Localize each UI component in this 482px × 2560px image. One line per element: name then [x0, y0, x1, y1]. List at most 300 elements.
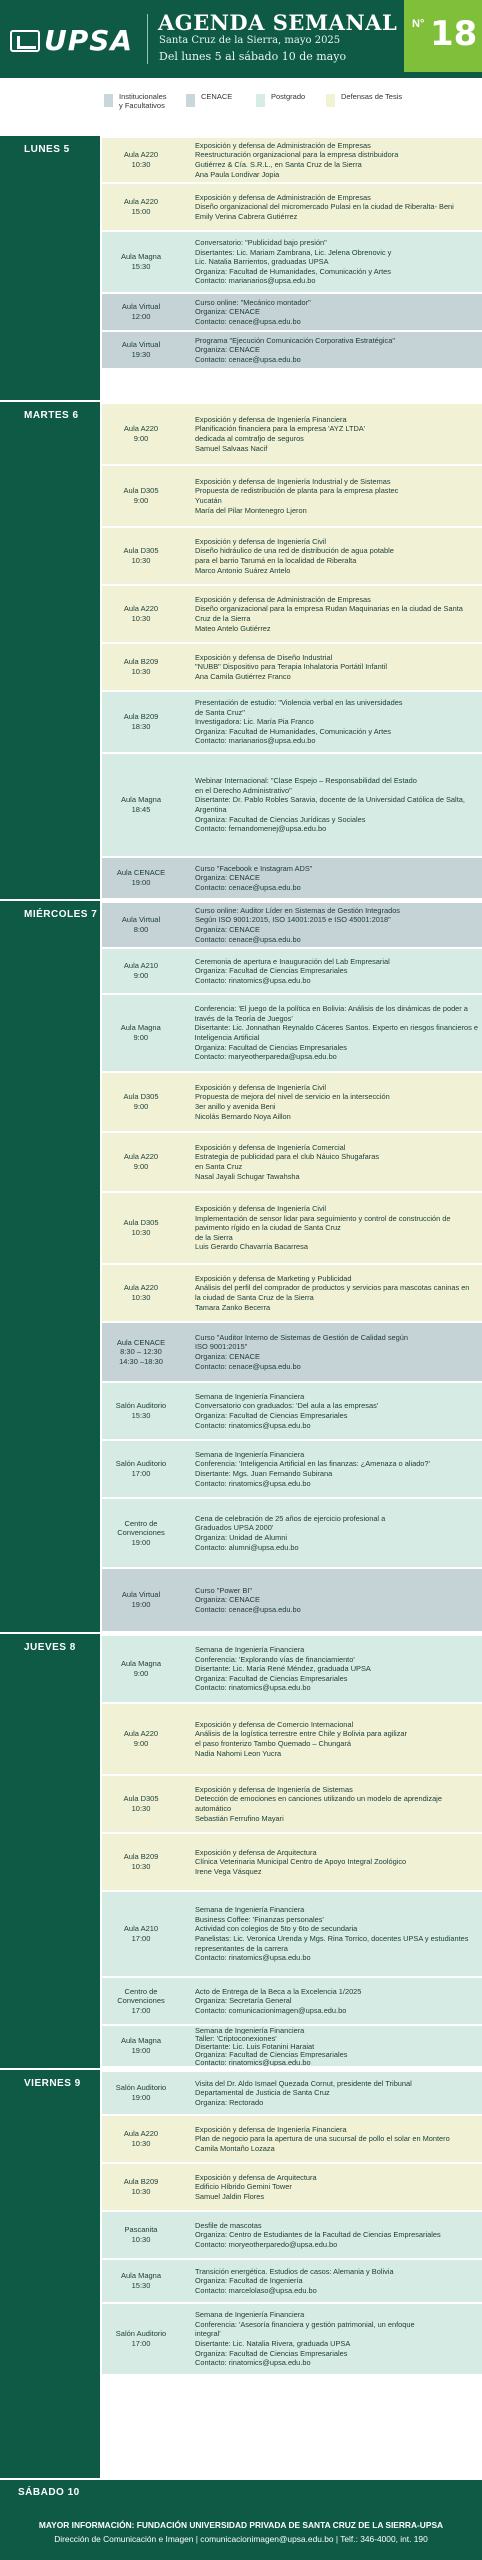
event-text-line: Graduados UPSA 2000': [195, 1523, 274, 1533]
legend-item: [186, 92, 232, 107]
event-row: [102, 1636, 482, 1702]
event-venue-line: Aula CENACE: [116, 868, 166, 878]
event-text-line: Mateo Antelo Gutiérrez: [195, 623, 271, 633]
event-venue-line: Aula B209: [123, 712, 159, 722]
event-row: [102, 995, 482, 1071]
event-text-line: Curso online: "Mecánico montador": [195, 297, 311, 307]
event-venue-time: [102, 2212, 180, 2258]
event-description: [180, 2260, 482, 2302]
event-text-line: Gutiérrez & Cía. S.R.L., en Santa Cruz de la Sierra: [195, 160, 362, 169]
event-row: [102, 184, 482, 230]
event-row: [102, 903, 482, 947]
event-venue-line: 9:00: [133, 496, 149, 505]
event-venue-time: [102, 1776, 180, 1832]
event-venue-line: Aula CENACE: [116, 1337, 166, 1347]
event-text-line: Webinar Internacional: "Clase Espejo – Responsabilidad del Estado: [195, 776, 417, 786]
event-text-line: Transición energética. Estudios de casos: Alemania y Bolivia: [195, 2266, 394, 2276]
event-venue-line: 10:30: [131, 614, 151, 623]
legend-item: [256, 92, 305, 107]
event-text-line: Actividad con colegios de 5to y 6to de secundaria: [195, 1924, 358, 1934]
event-text-line: Exposición y defensa de Ingeniería Financiera: [195, 2124, 347, 2134]
event-text-line: Panelistas: Lic. Veronica Urenda y Mgs. Rina Torrico, docentes UPSA y estudiantes: [195, 1934, 469, 1943]
event-description: [180, 586, 482, 642]
event-text-line: Irene Vega Vásquez: [195, 1866, 262, 1876]
event-text-line: Disertante: Lic. Natalia Rivera, graduada UPSA: [195, 2339, 351, 2348]
event-venue-line: 10:30: [131, 556, 151, 565]
event-text-line: Según ISO 9001:2015, ISO 14001:2015 e ISO 45001:2018": [195, 915, 391, 925]
event-text-line: Acto de Entrega de la Beca a la Excelencia 1/2025: [195, 1986, 362, 1996]
event-text-line: Exposición y defensa de Ingeniería Civil: [195, 536, 327, 546]
event-venue-time: [102, 903, 180, 947]
subtitle-city-date: Santa Cruz de la Sierra, mayo 2025: [159, 35, 341, 46]
event-venue-line: 14:30 –18:30: [119, 1356, 163, 1366]
event-text-line: Samuel Jaldin Flores: [195, 2191, 265, 2201]
event-venue-line: Aula B209: [123, 2177, 159, 2187]
event-text-line: Exposición y defensa de Diseño Industrial: [195, 652, 333, 662]
event-venue-line: Centro de: [124, 1986, 158, 1996]
event-venue-line: Aula B209: [123, 1852, 159, 1862]
day-column: [0, 136, 100, 400]
event-venue-time: [102, 1569, 180, 1631]
event-text-line: Plan de negocio para la apertura de una sucursal de pollo el solar en Montero: [195, 2134, 450, 2144]
event-venue-time: [102, 1499, 180, 1567]
event-row: [102, 294, 482, 330]
event-text-line: Edificio Híbrido Gemini Tower: [195, 2182, 292, 2192]
event-text-line: Desfile de mascotas: [195, 2220, 262, 2230]
event-text-line: Contacto: marianarios@upsa.edu.bo: [195, 736, 316, 746]
event-venue-line: Aula Virtual: [121, 302, 161, 312]
event-description: [180, 138, 482, 182]
legend-swatch: [326, 94, 335, 107]
event-text-line: Disertantes: Lic. Mariam Zambrana, Lic. Jelena Obrenovic y: [195, 247, 392, 257]
footer-contact: Dirección de Comunicación e Imagen | comunicacionimagen@upsa.edu.bo | Telf.: 346-4000, int. 190: [54, 2534, 428, 2544]
event-venue-line: 19:00: [131, 878, 151, 887]
event-text-line: Disertante: Lic. María René Méndez, graduada UPSA: [195, 1664, 371, 1674]
event-venue-line: 10:30: [131, 667, 151, 676]
event-row: [102, 1834, 482, 1890]
event-text-line: Investigadora: Lic. María Pia Franco: [195, 717, 314, 727]
day-column: [0, 1634, 100, 2068]
event-venue-line: 9:00: [133, 1739, 149, 1748]
event-venue-time: [102, 2072, 180, 2114]
event-text-line: Conversatorio: "Publicidad bajo presión": [195, 238, 327, 248]
event-text-line: de Santa Cruz": [195, 707, 245, 717]
event-row: [102, 692, 482, 752]
event-venue-time: [102, 995, 180, 1071]
event-venue-line: Aula Magna: [120, 2271, 162, 2281]
event-text-line: Clínica Veterinaria Municipal Centro de Apoyo Integral Zoológico: [195, 1857, 407, 1867]
event-description: [180, 1193, 482, 1263]
event-text-line: Luis Gerardo Chavarría Bacarresa: [195, 1242, 308, 1252]
event-venue-line: Aula Virtual: [121, 915, 161, 925]
event-venue-line: 19:00: [131, 2093, 151, 2102]
event-venue-line: Convenciones: [117, 1996, 165, 2006]
event-venue-line: Aula A220: [123, 604, 159, 614]
event-venue-line: Convenciones: [117, 1528, 165, 1538]
event-text-line: la ciudad de Santa Cruz de la Sierra: [195, 1293, 314, 1302]
event-text-line: en Santa Cruz: [195, 1162, 243, 1171]
event-text-line: Exposición y defensa de Ingeniería Financiera: [195, 414, 347, 424]
event-venue-line: 10:30: [131, 2235, 151, 2244]
event-row: [102, 332, 482, 368]
event-description: [180, 1704, 482, 1774]
event-row: [102, 644, 482, 690]
event-venue-line: Aula A220: [123, 424, 159, 434]
event-venue-time: [102, 466, 180, 526]
upsa-logo-icon: [10, 30, 40, 52]
subtitle-date-range: Del lunes 5 al sábado 10 de mayo: [159, 50, 347, 63]
event-row: [102, 2212, 482, 2258]
event-row: [102, 1892, 482, 1976]
event-description: [180, 332, 482, 368]
event-description: [180, 528, 482, 584]
event-description: [180, 1073, 482, 1131]
issue-number: 18: [430, 14, 478, 54]
event-venue-line: 19:30: [131, 350, 151, 359]
event-row: [102, 858, 482, 898]
footer-info: MAYOR INFORMACIÓN: FUNDACIÓN UNIVERSIDAD PRIVADA DE SANTA CRUZ DE LA SIERRA-UPSA: [38, 2520, 444, 2530]
event-text-line: Organiza: Facultad de Ciencias Empresariales: [195, 1673, 348, 1683]
event-text-line: Contacto: cenace@upsa.edu.bo: [195, 1361, 301, 1371]
event-text-line: Samuel Salvaas Nacif: [195, 443, 268, 453]
event-venue-line: Aula Virtual: [121, 1590, 161, 1600]
event-description: [180, 858, 482, 898]
event-row: [102, 1776, 482, 1832]
event-venue-line: Aula Virtual: [121, 340, 161, 350]
event-text-line: Organiza: Facultad de Ciencias Empresariales: [195, 966, 348, 976]
event-venue-line: Aula D305: [123, 546, 159, 556]
event-description: [180, 466, 482, 526]
event-venue-line: Aula D305: [123, 486, 159, 496]
event-description: [180, 2116, 482, 2162]
event-venue-line: Aula A210: [123, 1924, 159, 1934]
logo-text: UPSA: [44, 24, 134, 57]
event-venue-time: [102, 1978, 180, 2024]
event-row: [102, 138, 482, 182]
event-venue-time: [102, 1265, 180, 1321]
event-venue-time: [102, 1704, 180, 1774]
event-text-line: Exposición y defensa de Ingeniería Industrial y de Sistemas: [195, 476, 391, 486]
event-text-line: Análisis del perfil del comprador de productos y servicios para mascotas caninas en: [195, 1283, 470, 1293]
event-venue-line: Aula D305: [123, 1092, 159, 1102]
event-text-line: Planificación financiera para la empresa 'AYZ LTDA': [195, 424, 366, 434]
event-text-line: Camila Montaño Lozaza: [195, 2143, 275, 2153]
event-text-line: Emily Verina Cabrera Gutiérrez: [195, 211, 298, 221]
event-text-line: Organiza: Centro de Estudiantes de la Facultad de Ciencias Empresariales: [195, 2230, 441, 2240]
event-text-line: Lic. Natalia Barrientos, graduadas UPSA: [195, 257, 329, 267]
day-label: MARTES 6: [24, 410, 79, 421]
page-title: AGENDA SEMANAL: [158, 10, 398, 35]
event-text-line: de la Sierra: [195, 1232, 233, 1242]
event-venue-line: 10:30: [131, 160, 151, 169]
event-text-line: Conferencia: 'Inteligencia Artificial en las finanzas: ¿Amenaza o aliado?': [195, 1459, 430, 1469]
event-text-line: Exposición y defensa de Ingeniería Civil: [195, 1204, 327, 1214]
event-text-line: Organiza: CENACE: [195, 873, 260, 883]
event-venue-time: [102, 692, 180, 752]
event-text-line: María del Pilar Montenegro Ljeron: [195, 505, 307, 515]
event-text-line: Ana Paula Londivar Jopia: [195, 169, 280, 179]
event-text-line: Cena de celebración de 25 años de ejercicio profesional a: [195, 1513, 386, 1523]
event-text-line: Exposición y defensa de Administración de Empresas: [195, 594, 371, 604]
event-text-line: Semana de Ingeniería Financiera: [195, 1645, 305, 1655]
event-text-line: Presentación de estudio: "Violencia verbal en las universidades: [195, 698, 403, 708]
event-text-line: Conferencia: 'El juego de la política en Bolivia: Análisis de los dinámicas de poder a: [194, 1004, 468, 1014]
event-text-line: Disertante: Dr. Pablo Robles Saravia, docente de la Universidad Católica de Salta,: [195, 795, 465, 805]
event-text-line: Sebastián Ferrufino Mayari: [195, 1813, 284, 1823]
event-row: [102, 1569, 482, 1631]
event-text-line: Exposición y defensa de Administración de Empresas: [195, 140, 371, 150]
event-venue-line: 9:00: [133, 1669, 149, 1678]
event-text-line: Contacto: rinatomics@upsa.edu.bo: [195, 1953, 311, 1963]
event-text-line: Marco Antonio Suárez Antelo: [195, 565, 291, 575]
event-venue-time: [102, 184, 180, 230]
event-row: [102, 1265, 482, 1321]
event-text-line: Organiza: Unidad de Alumni: [195, 1533, 288, 1542]
event-row: [102, 1323, 482, 1381]
event-text-line: Organiza: Rectorado: [195, 2097, 264, 2107]
event-row: [102, 754, 482, 856]
event-venue-time: [102, 2026, 180, 2066]
event-venue-line: 17:00: [131, 1469, 151, 1478]
event-text-line: Contacto: cenace@upsa.edu.bo: [195, 354, 301, 364]
event-venue-line: Salón Auditorio: [115, 2083, 167, 2093]
event-row: [102, 586, 482, 642]
event-venue-line: Aula Magna: [120, 1659, 162, 1669]
event-venue-line: Aula A220: [123, 1283, 159, 1293]
event-text-line: Exposición y defensa de Arquitectura: [195, 1847, 317, 1857]
event-venue-line: Pascanita: [124, 2225, 158, 2235]
day-column: [0, 2070, 100, 2478]
event-row: [102, 404, 482, 464]
event-venue-line: 17:00: [131, 2339, 151, 2348]
event-venue-line: 10:30: [131, 1228, 151, 1237]
event-text-line: Diseño organizacional del micromercado Pulasi en la ciudad de Riberalta- Beni: [195, 202, 454, 212]
event-description: [180, 2304, 482, 2374]
event-venue-line: 10:30: [131, 1293, 151, 1302]
event-row: [102, 1441, 482, 1497]
event-row: [102, 1193, 482, 1263]
event-text-line: Organiza: Secretaría General: [195, 1996, 292, 2006]
upsa-logo: [10, 24, 133, 57]
event-text-line: Conversatorio con graduados: 'Del aula a las empresas': [195, 1401, 379, 1411]
event-text-line: Exposición y defensa de Arquitectura: [195, 2172, 317, 2182]
event-text-line: Yucatán: [195, 496, 222, 505]
event-text-line: Ana Camila Gutiérrez Franco: [195, 671, 291, 681]
event-row: [102, 949, 482, 993]
event-text-line: Propuesta de mejora del nivel de servicio en la intersección: [195, 1092, 390, 1102]
event-row: [102, 2164, 482, 2210]
event-text-line: pavimento rígido en la ciudad de Santa Cruz: [195, 1223, 341, 1233]
event-text-line: Exposición y defensa de Marketing y Publicidad: [195, 1273, 352, 1283]
event-text-line: Organiza: CENACE: [195, 1595, 260, 1605]
event-venue-line: 9:00: [133, 1033, 149, 1042]
event-venue-line: 10:30: [131, 1804, 151, 1813]
event-text-line: representantes de la carrera: [195, 1943, 288, 1953]
event-text-line: Organiza: Facultad de Ingeniería: [195, 2276, 303, 2286]
issue-label: N°: [412, 18, 425, 30]
event-text-line: Semana de Ingeniería Financiera: [195, 1449, 305, 1459]
issue-badge: [404, 0, 482, 72]
event-venue-time: [102, 949, 180, 993]
event-text-line: Conferencia: 'Asesoría financiera y gestión patrimonial, un enfoque: [195, 2319, 415, 2329]
event-text-line: Organiza: Facultad de Humanidades, Comunicación y Artes: [195, 266, 391, 276]
event-text-line: el paso fronterizo Tambo Quemado – Chungará: [195, 1739, 351, 1748]
event-venue-line: Centro de: [124, 1518, 158, 1528]
event-venue-time: [102, 1834, 180, 1890]
event-description: [180, 1323, 482, 1381]
event-text-line: Contacto: rinatomics@upsa.edu.bo: [195, 975, 311, 985]
event-venue-time: [102, 1636, 180, 1702]
event-venue-time: [102, 1133, 180, 1191]
event-venue-line: Aula Magna: [120, 2036, 162, 2046]
event-text-line: Contacto: cenace@upsa.edu.bo: [195, 882, 301, 892]
day-label: VIERNES 9: [24, 2078, 81, 2089]
event-text-line: Semana de Ingeniería Financiera: [195, 1905, 305, 1915]
event-venue-line: 18:30: [131, 722, 151, 731]
event-description: [180, 1569, 482, 1631]
event-venue-line: Aula A220: [123, 1729, 159, 1739]
legend-swatch: [256, 94, 265, 107]
event-venue-time: [102, 1073, 180, 1131]
event-text-line: Reestructuración organizacional para la empresa distribuidora: [195, 150, 399, 160]
event-venue-time: [102, 2304, 180, 2374]
event-venue-line: Aula A220: [123, 1152, 159, 1162]
event-description: [180, 644, 482, 690]
event-description: [180, 692, 482, 752]
event-venue-time: [102, 528, 180, 584]
event-venue-line: Aula D305: [123, 1218, 159, 1228]
event-text-line: Tamara Zanko Becerra: [195, 1302, 271, 1312]
event-text-line: Contacto: rinatomics@upsa.edu.bo: [195, 2058, 311, 2066]
event-description: [180, 1636, 482, 1702]
event-venue-time: [102, 586, 180, 642]
event-row: [102, 528, 482, 584]
event-text-line: Curso "Power BI": [195, 1585, 252, 1595]
event-venue-line: Aula A220: [123, 150, 159, 160]
event-text-line: Contacto: rinatomics@upsa.edu.bo: [195, 1420, 311, 1430]
event-venue-time: [102, 2116, 180, 2162]
event-text-line: Contacto: cenace@upsa.edu.bo: [195, 316, 301, 326]
event-text-line: Detección de emociones en canciones utilizando un modelo de aprendizaje: [195, 1794, 442, 1804]
event-description: [180, 995, 482, 1071]
event-text-line: Contacto: rinatomics@upsa.edu.bo: [195, 1478, 311, 1488]
event-description: [180, 903, 482, 947]
event-venue-line: Aula A220: [123, 2129, 159, 2139]
day-label: SÁBADO 10: [18, 2487, 80, 2498]
event-venue-line: 9:00: [133, 1162, 149, 1171]
event-row: [102, 1383, 482, 1439]
event-description: [180, 1776, 482, 1832]
event-venue-time: [102, 2260, 180, 2302]
event-description: [180, 2212, 482, 2258]
event-text-line: Contacto: maryeotherpareda@upsa.edu.bo: [194, 1052, 337, 1062]
event-description: [180, 1133, 482, 1191]
event-venue-line: Aula D305: [123, 1794, 159, 1804]
event-description: [180, 1499, 482, 1567]
event-text-line: Estrategia de publicidad para el club Náuico Shugafaras: [195, 1152, 380, 1162]
event-text-line: Exposición y defensa de Comercio Internacional: [195, 1719, 354, 1729]
event-venue-line: 15:30: [131, 2281, 151, 2290]
event-text-line: Semana de Ingeniería Financiera: [195, 1391, 305, 1401]
event-text-line: Organiza: Facultad de Ciencias Empresariales: [195, 2050, 348, 2058]
event-venue-line: 19:00: [131, 1600, 151, 1609]
event-text-line: Taller: 'Criptoconexiones': [195, 2034, 277, 2042]
event-text-line: Contacto: cenace@upsa.edu.bo: [195, 1604, 301, 1614]
event-row: [102, 2304, 482, 2374]
event-text-line: integral': [195, 2329, 221, 2339]
event-venue-line: Salón Auditorio: [115, 1459, 167, 1469]
event-venue-time: [102, 1383, 180, 1439]
event-row: [102, 2116, 482, 2162]
event-description: [180, 754, 482, 856]
event-description: [180, 1978, 482, 2024]
event-venue-line: Aula A220: [123, 197, 159, 207]
event-venue-time: [102, 644, 180, 690]
event-venue-time: [102, 294, 180, 330]
event-text-line: para el barrio Tarumá en la localidad de Riberalta: [195, 556, 357, 565]
event-venue-time: [102, 2164, 180, 2210]
legend-label: Defensas de Tesis: [341, 92, 403, 101]
event-text-line: Contacto: marianarios@upsa.edu.bo: [195, 276, 316, 286]
event-text-line: Organiza: CENACE: [195, 925, 260, 934]
event-description: [180, 949, 482, 993]
event-text-line: Nadia Nahomi Leon Yucra: [195, 1748, 282, 1758]
event-text-line: través de la Teoría de Juegos': [194, 1013, 293, 1023]
event-venue-line: 10:30: [131, 2187, 151, 2196]
legend-item: [326, 92, 402, 107]
legend-swatch: [186, 94, 195, 107]
event-venue-line: 15:30: [131, 262, 151, 271]
event-text-line: Organiza: CENACE: [195, 307, 260, 317]
event-description: [180, 1441, 482, 1497]
event-text-line: Ceremonia de apertura e Inauguración del Lab Empresarial: [195, 956, 390, 966]
event-text-line: Exposición y defensa de Administración de Empresas: [195, 192, 371, 202]
legend-swatch: [104, 94, 113, 107]
event-description: [180, 404, 482, 464]
event-text-line: Organiza: Facultad de Humanidades, Comunicación y Artes: [195, 726, 391, 736]
event-text-line: en el Derecho Administrativo": [195, 785, 292, 795]
event-venue-line: 19:00: [131, 1537, 151, 1547]
color-legend: [0, 92, 482, 118]
event-description: [180, 294, 482, 330]
event-description: [180, 1265, 482, 1321]
event-text-line: Contacto: moryeotherparedo@upsa.edu.bo: [195, 2239, 338, 2249]
event-text-line: ISO 9001:2015": [195, 1342, 248, 1352]
event-description: [180, 232, 482, 292]
event-description: [180, 2164, 482, 2210]
event-venue-line: 8:30 – 12:30: [120, 1347, 162, 1357]
event-row: [102, 2072, 482, 2114]
event-row: [102, 1499, 482, 1567]
event-text-line: Inteligencia Artificial: [194, 1033, 260, 1042]
event-venue-time: [102, 754, 180, 856]
event-venue-line: Aula Magna: [120, 1023, 161, 1033]
event-text-line: dedicada al comtrafjo de seguros: [195, 434, 304, 443]
event-text-line: Semana de Ingeniería Financiera: [195, 2026, 305, 2034]
event-text-line: Contacto: rinatomics@upsa.edu.bo: [195, 1683, 311, 1693]
event-text-line: Disertante: Lic. Jonnathan Reynaldo Cáceres Santos. Experto en riesgos financieros e: [194, 1023, 478, 1033]
event-row: [102, 1978, 482, 2024]
event-text-line: Organiza: CENACE: [195, 345, 260, 355]
event-row: [102, 466, 482, 526]
event-text-line: Análisis de la logística terrestre entre Chile y Bolivia para agilizar: [195, 1729, 407, 1739]
event-row: [102, 1704, 482, 1774]
event-venue-time: [102, 138, 180, 182]
event-text-line: Programa "Ejecución Comunicación Corporativa Estratégica": [195, 335, 395, 345]
event-description: [180, 2072, 482, 2114]
event-venue-line: 15:00: [131, 207, 151, 216]
event-text-line: Contacto: cenace@upsa.edu.bo: [195, 934, 301, 944]
